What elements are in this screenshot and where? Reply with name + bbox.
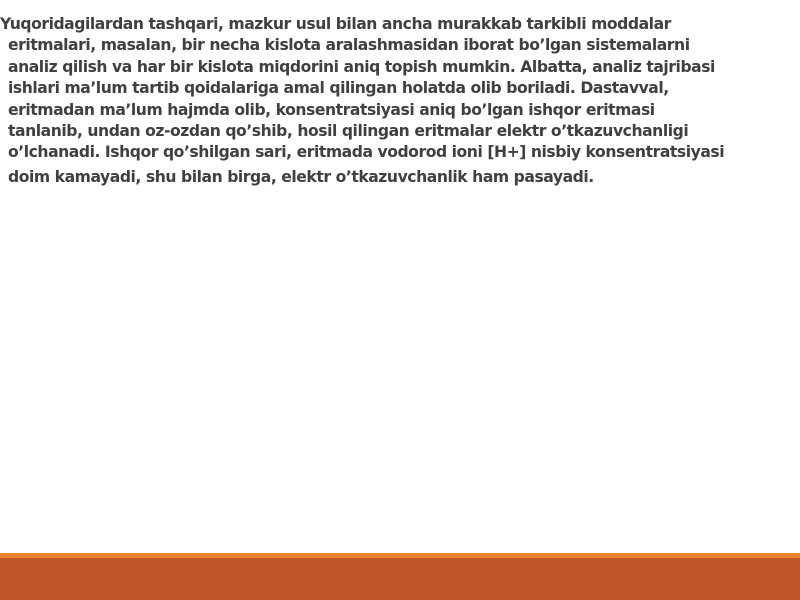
- footer-bar: [0, 558, 800, 600]
- paragraph-line-7: o’lchanadi. Ishqor qo’shilgan sari, eritmada vodorod ioni [H+] nisbiy konsentratsiyasi: [8, 143, 725, 162]
- paragraph-line-5: eritmadan ma’lum hajmda olib, konsentratsiyasi aniq bo’lgan ishqor eritmasi: [8, 100, 655, 119]
- paragraph-line-8: doim kamayadi, shu bilan birga, elektr o’tkazuvchanlik ham pasayadi.: [8, 167, 594, 186]
- paragraph-line-1: Yuqoridagilardan tashqari, mazkur usul bilan ancha murakkab tarkibli moddalar: [0, 15, 671, 33]
- paragraph-line-6: tanlanib, undan oz-ozdan qo’shib, hosil qilingan eritmalar elektr o’tkazuvchanligi: [8, 122, 689, 141]
- paragraph-line-4: ishlari ma’lum tartib qoidalariga amal qilingan holatda olib boriladi. Dastavval,: [8, 79, 669, 98]
- paragraph-line-2: eritmalari, masalan, bir necha kislota aralashmasidan iborat bo’lgan sistemalarni: [8, 36, 690, 55]
- body-paragraph: [0, 14, 796, 188]
- paragraph-line-3: analiz qilish va har bir kislota miqdorini aniq topish mumkin. Albatta, analiz tajribasi: [8, 57, 715, 76]
